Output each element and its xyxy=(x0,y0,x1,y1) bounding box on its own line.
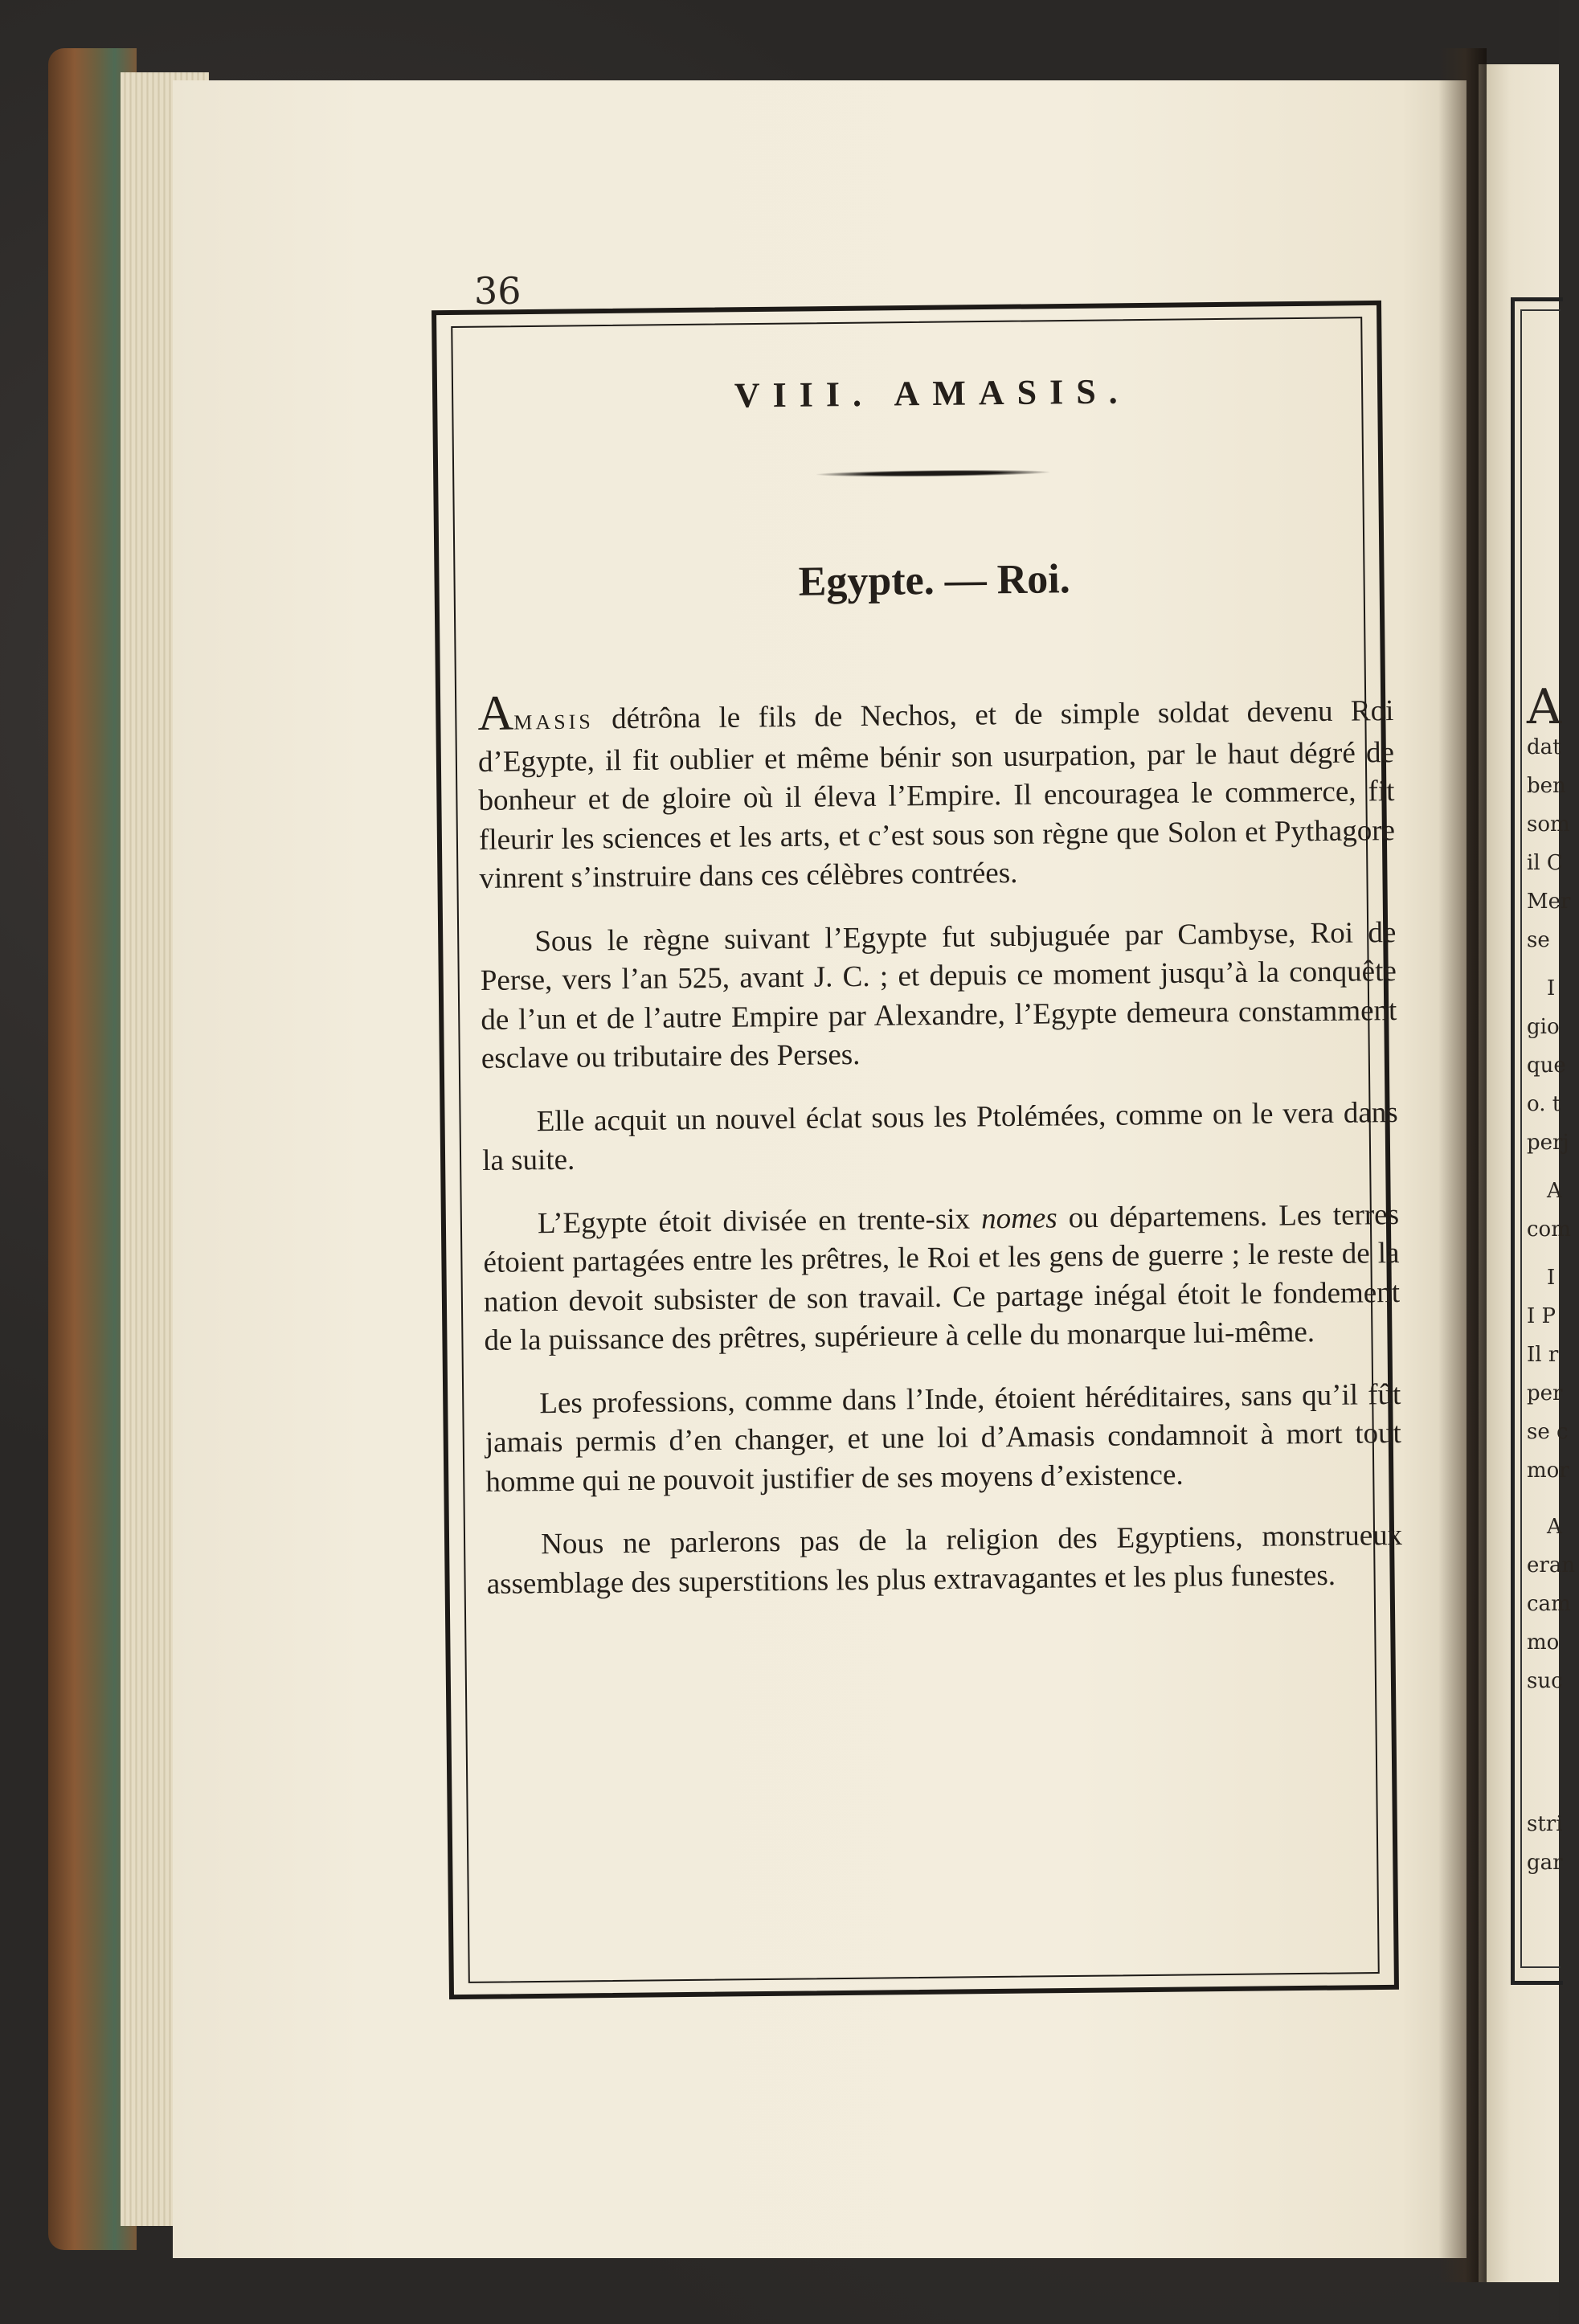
facing-fragment: se c xyxy=(1527,1420,1569,1444)
facing-fragment: dat xyxy=(1527,735,1561,759)
chapter-title: VIII. AMASIS. xyxy=(734,371,1131,415)
name-smallcaps: MASIS xyxy=(513,710,594,734)
gutter-shadow xyxy=(1438,48,1487,2282)
facing-fragment: Mer xyxy=(1527,890,1571,914)
facing-fragment: I P xyxy=(1527,1304,1557,1328)
facing-fragment: suc xyxy=(1527,1669,1563,1693)
facing-fragment: cam xyxy=(1527,1592,1571,1616)
facing-fragment: eran xyxy=(1527,1553,1576,1577)
facing-fragment: mor xyxy=(1527,1459,1569,1483)
paragraph-2: Sous le règne suivant l’Egypte fut subjuguée par Cambyse, Roi de Perse, vers l’an 525, avant J. C. ; et depuis ce moment jusqu’à la conquête de l’un et de l’autre Empire par Alexandre, l’Egypte demeura constamment esclave ou tributaire des Perses. xyxy=(480,915,1397,1075)
facing-fragment: A xyxy=(1547,1179,1562,1203)
paragraph-5: Les professions, comme dans l’Inde, étoient héréditaires, sans qu’il fût jamais permis d’en changer, et une loi d’Amasis condamnoit à mort tout homme qui ne pouvoit justifier de ses moyens d’existence. xyxy=(485,1377,1402,1499)
facing-fragment: se xyxy=(1527,928,1550,952)
facing-fragment: ben xyxy=(1527,774,1566,798)
body-text xyxy=(477,685,1403,1604)
page-content xyxy=(474,368,1403,1628)
paragraph-1-text: détrôna le fils de Nechos, et de simple soldat devenu Roi d’Egypte, il fit oublier et même bénir son usurpation, par le haut dégré de bonheur et de gloire où il éleva l’Empire. Il encouragea le commerce, fit fleurir les sciences et les arts, et c’est sous son règne que Solon et Pythagore vinrent s’instruire dans ces célèbres contrées. xyxy=(477,694,1396,895)
facing-fragment: I xyxy=(1547,976,1556,1000)
paragraph-4 xyxy=(483,1196,1401,1361)
facing-fragment: que xyxy=(1527,1054,1566,1078)
paragraph-3: Elle acquit un nouvel éclat sous les Ptolémées, comme on le vera dans la suite. xyxy=(481,1095,1398,1177)
facing-fragment: Il r xyxy=(1527,1343,1559,1367)
facing-fragment: gio xyxy=(1527,1015,1560,1039)
facing-fragment: I xyxy=(1547,1266,1556,1290)
page-number: 36 xyxy=(474,269,522,313)
facing-fragment: o. t xyxy=(1527,1092,1561,1116)
facing-fragment: stri xyxy=(1527,1812,1563,1836)
paragraph-4-after: ou départemens. Les terres étoient partagées entre les prêtres, le Roi et les gens de guerre ; le reste de la nation devoit subsister de son travail. Ce partage inégal étoit le fondement de la puissance des prêtres, supérieure à celle du monarque lui-même. xyxy=(483,1197,1401,1357)
facing-fragment: A xyxy=(1547,1515,1562,1539)
facing-fragment: perj xyxy=(1527,1131,1569,1155)
paragraph-6: Nous ne parlerons pas de la religion des Egyptiens, monstrueux assemblage des superstitions les plus extravagantes et les plus funestes. xyxy=(486,1518,1403,1601)
drop-initial: A xyxy=(477,685,514,741)
facing-fragment: gar xyxy=(1527,1851,1563,1875)
paragraph-4-before: L’Egypte étoit divisée en trente-six xyxy=(537,1201,982,1240)
facing-fragment: som xyxy=(1527,812,1570,837)
facing-fragment: il C xyxy=(1527,851,1563,875)
italic-term: nomes xyxy=(980,1201,1057,1235)
paragraph-1 xyxy=(477,685,1396,898)
facing-fragment: per xyxy=(1527,1381,1563,1405)
facing-fragment: A xyxy=(1527,679,1562,735)
facing-fragment: com xyxy=(1527,1217,1571,1242)
section-subtitle: Egypte. — Roi. xyxy=(798,556,1070,605)
facing-fragment: mo xyxy=(1527,1630,1560,1655)
ornamental-rule xyxy=(816,469,1049,478)
